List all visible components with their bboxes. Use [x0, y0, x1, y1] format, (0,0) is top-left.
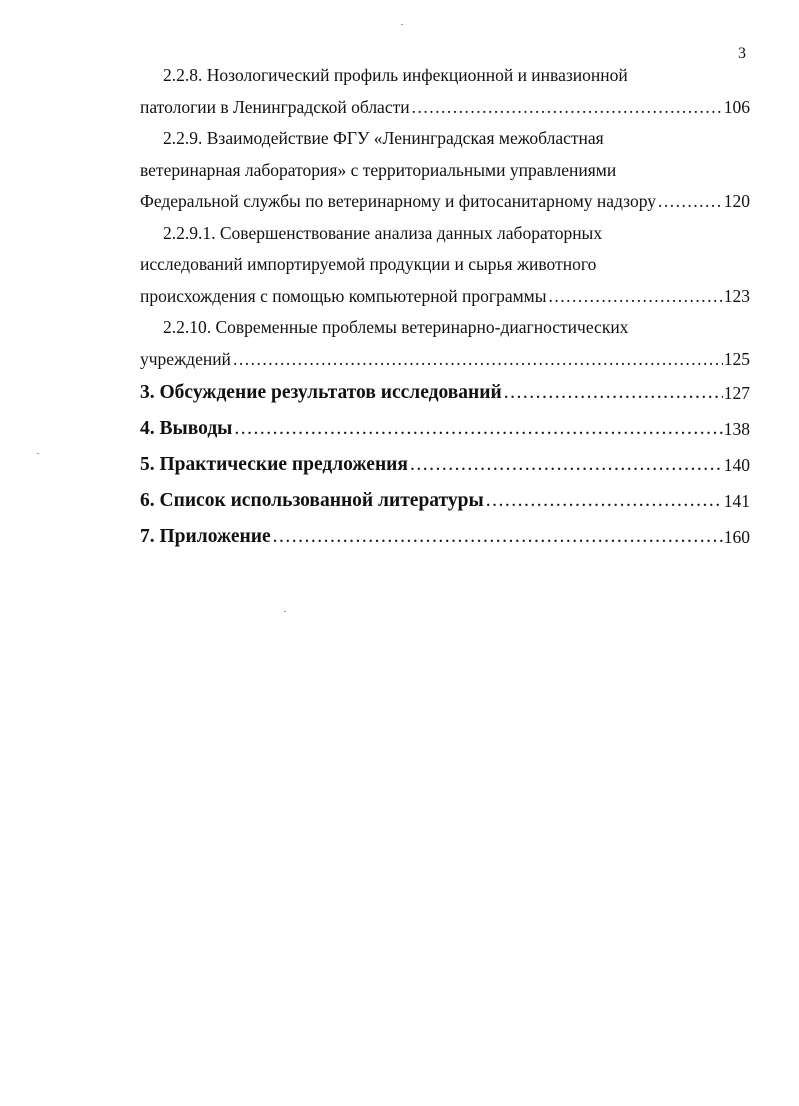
toc-line — [140, 92, 750, 124]
toc-section-line — [140, 519, 750, 555]
scan-speck — [37, 453, 39, 454]
toc-page-number: 140 — [723, 454, 750, 475]
scan-speck — [401, 24, 403, 25]
toc-entry-text: исследований импортируемой продукции и сырья животного — [140, 254, 597, 275]
toc-line — [140, 155, 750, 187]
toc-entry-text: патологии в Ленинградской области — [140, 96, 410, 117]
toc-entry-text: 2.2.8. Нозологический профиль инфекционной и инвазионной — [163, 65, 628, 86]
toc-page-number: 141 — [723, 490, 750, 511]
toc-line — [140, 281, 750, 313]
toc-section-title: 3. Обсуждение результатов исследований — [140, 382, 502, 403]
scan-speck — [284, 611, 286, 612]
toc-section-line — [140, 375, 750, 411]
dot-leader — [410, 454, 723, 476]
toc-entry-text: 2.2.9.1. Совершенствование анализа данных лабораторных — [163, 222, 603, 243]
toc-entry-text: ветеринарная лаборатория» с территориальными управлениями — [140, 159, 617, 180]
toc-line — [140, 60, 750, 92]
toc-page-number: 138 — [723, 418, 750, 439]
toc-section-title: 6. Список использованной литературы — [140, 490, 484, 511]
toc-page-number: 160 — [723, 526, 750, 547]
toc-section-title: 4. Выводы — [140, 418, 233, 439]
dot-leader — [233, 349, 723, 370]
toc-page-number: 120 — [723, 191, 750, 212]
toc-line — [140, 312, 750, 344]
page-number: 3 — [738, 45, 746, 62]
toc-line — [140, 344, 750, 376]
dot-leader — [504, 382, 723, 404]
toc-page-number: 123 — [723, 285, 750, 306]
toc-section-line — [140, 411, 750, 447]
dot-leader — [412, 97, 723, 118]
toc-entry-text: происхождения с помощью компьютерной программы — [140, 285, 547, 306]
dot-leader — [658, 191, 723, 212]
dot-leader — [273, 526, 723, 548]
dot-leader — [234, 418, 722, 440]
toc-entry-text: учреждений — [140, 348, 231, 369]
toc-page-number: 106 — [723, 96, 750, 117]
dot-leader — [486, 490, 723, 512]
toc-entry-text: Федеральной службы по ветеринарному и фитосанитарному надзору — [140, 191, 656, 212]
toc-section-title: 5. Практические предложения — [140, 454, 408, 475]
toc-entry-text: 2.2.10. Современные проблемы ветеринарно-диагностических — [163, 317, 629, 338]
toc-page-number: 127 — [723, 382, 750, 403]
table-of-contents — [140, 60, 750, 555]
toc-line — [140, 249, 750, 281]
toc-section-line — [140, 447, 750, 483]
toc-page-number: 125 — [723, 348, 750, 369]
toc-line — [140, 186, 750, 218]
toc-section-title: 7. Приложение — [140, 526, 271, 547]
toc-line — [140, 218, 750, 250]
toc-entry-text: 2.2.9. Взаимодействие ФГУ «Ленинградская межобластная — [163, 128, 604, 149]
toc-line — [140, 123, 750, 155]
toc-section-line — [140, 483, 750, 519]
dot-leader — [549, 286, 723, 307]
